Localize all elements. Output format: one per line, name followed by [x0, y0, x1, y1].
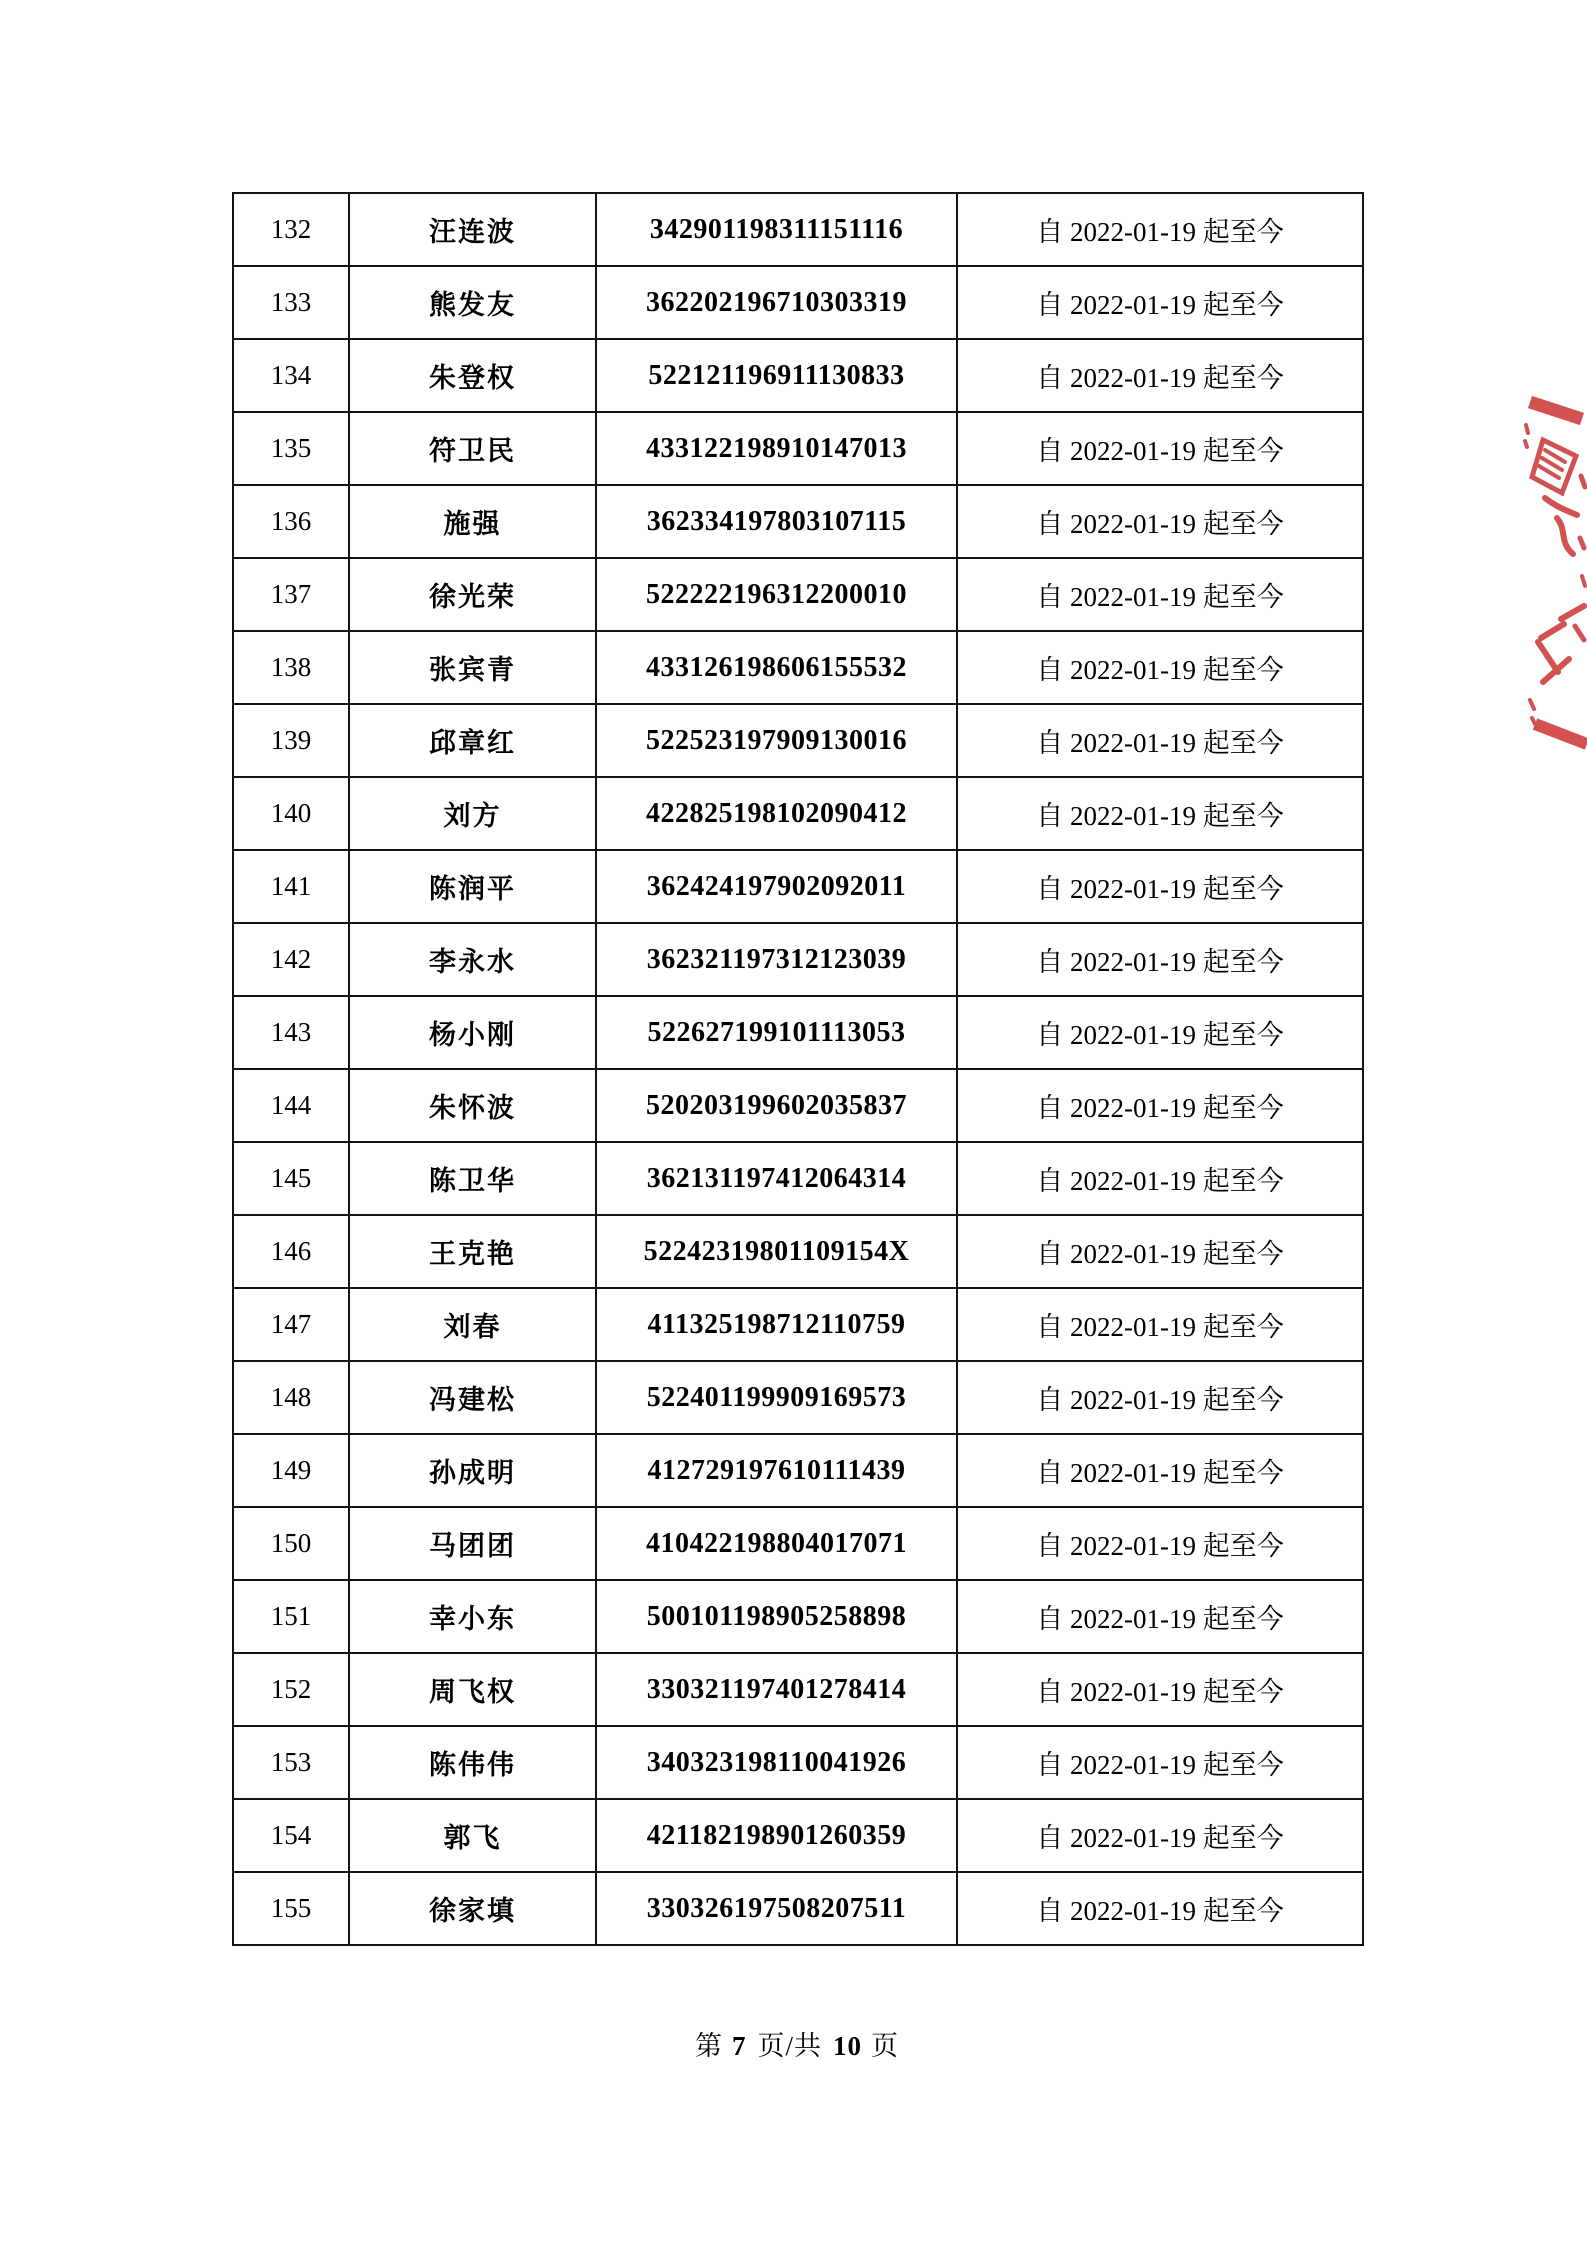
period-cell: 自 2022-01-19 起至今 — [957, 923, 1363, 996]
table-row — [233, 850, 1363, 923]
footer-separator: 页/共 — [757, 2031, 822, 2061]
table-row — [233, 1069, 1363, 1142]
page-footer — [232, 2024, 1362, 2063]
table-row — [233, 412, 1363, 485]
row-number-cell: 146 — [233, 1215, 349, 1288]
id-number-cell: 433126198606155532 — [596, 631, 957, 704]
name-cell: 刘方 — [349, 777, 596, 850]
id-number-cell: 500101198905258898 — [596, 1580, 957, 1653]
row-number-cell: 149 — [233, 1434, 349, 1507]
period-cell: 自 2022-01-19 起至今 — [957, 266, 1363, 339]
table-row — [233, 266, 1363, 339]
row-number-cell: 139 — [233, 704, 349, 777]
period-cell: 自 2022-01-19 起至今 — [957, 1142, 1363, 1215]
period-cell: 自 2022-01-19 起至今 — [957, 193, 1363, 266]
id-number-cell: 522627199101113053 — [596, 996, 957, 1069]
name-cell: 刘春 — [349, 1288, 596, 1361]
row-number-cell: 155 — [233, 1872, 349, 1945]
row-number-cell: 136 — [233, 485, 349, 558]
period-cell: 自 2022-01-19 起至今 — [957, 1361, 1363, 1434]
id-number-cell: 433122198910147013 — [596, 412, 957, 485]
period-cell: 自 2022-01-19 起至今 — [957, 996, 1363, 1069]
period-cell: 自 2022-01-19 起至今 — [957, 1653, 1363, 1726]
period-cell: 自 2022-01-19 起至今 — [957, 558, 1363, 631]
name-cell: 王克艳 — [349, 1215, 596, 1288]
row-number-cell: 138 — [233, 631, 349, 704]
row-number-cell: 135 — [233, 412, 349, 485]
official-seal-stamp — [1485, 388, 1587, 750]
period-cell: 自 2022-01-19 起至今 — [957, 631, 1363, 704]
name-cell: 冯建松 — [349, 1361, 596, 1434]
id-number-cell: 421182198901260359 — [596, 1799, 957, 1872]
id-number-cell: 52242319801109154X — [596, 1215, 957, 1288]
table-row — [233, 996, 1363, 1069]
name-cell: 徐家填 — [349, 1872, 596, 1945]
period-cell: 自 2022-01-19 起至今 — [957, 1872, 1363, 1945]
period-cell: 自 2022-01-19 起至今 — [957, 1069, 1363, 1142]
id-number-cell: 520203199602035837 — [596, 1069, 957, 1142]
period-cell: 自 2022-01-19 起至今 — [957, 1799, 1363, 1872]
id-number-cell: 522401199909169573 — [596, 1361, 957, 1434]
id-number-cell: 340323198110041926 — [596, 1726, 957, 1799]
footer-total-pages: 10 — [833, 2031, 862, 2061]
name-cell: 孙成明 — [349, 1434, 596, 1507]
row-number-cell: 147 — [233, 1288, 349, 1361]
period-cell: 自 2022-01-19 起至今 — [957, 485, 1363, 558]
row-number-cell: 144 — [233, 1069, 349, 1142]
name-cell: 朱怀波 — [349, 1069, 596, 1142]
id-number-cell: 330326197508207511 — [596, 1872, 957, 1945]
name-cell: 郭飞 — [349, 1799, 596, 1872]
row-number-cell: 154 — [233, 1799, 349, 1872]
period-cell: 自 2022-01-19 起至今 — [957, 1726, 1363, 1799]
period-cell: 自 2022-01-19 起至今 — [957, 1434, 1363, 1507]
table-row — [233, 1726, 1363, 1799]
id-number-cell: 362321197312123039 — [596, 923, 957, 996]
period-cell: 自 2022-01-19 起至今 — [957, 850, 1363, 923]
name-cell: 朱登权 — [349, 339, 596, 412]
table-row — [233, 1361, 1363, 1434]
name-cell: 熊发友 — [349, 266, 596, 339]
name-cell: 陈伟伟 — [349, 1726, 596, 1799]
period-cell: 自 2022-01-19 起至今 — [957, 339, 1363, 412]
row-number-cell: 145 — [233, 1142, 349, 1215]
row-number-cell: 132 — [233, 193, 349, 266]
table-row — [233, 1872, 1363, 1945]
id-number-cell: 411325198712110759 — [596, 1288, 957, 1361]
row-number-cell: 151 — [233, 1580, 349, 1653]
footer-page-number: 7 — [731, 2031, 747, 2061]
row-number-cell: 134 — [233, 339, 349, 412]
table-row — [233, 1653, 1363, 1726]
id-number-cell: 342901198311151116 — [596, 193, 957, 266]
table-row — [233, 704, 1363, 777]
id-number-cell: 330321197401278414 — [596, 1653, 957, 1726]
row-number-cell: 150 — [233, 1507, 349, 1580]
seal-graphic — [1485, 388, 1587, 750]
table-row — [233, 777, 1363, 850]
table-row — [233, 558, 1363, 631]
name-cell: 邱章红 — [349, 704, 596, 777]
row-number-cell: 133 — [233, 266, 349, 339]
table-row — [233, 1580, 1363, 1653]
table-row — [233, 1799, 1363, 1872]
table-row — [233, 1142, 1363, 1215]
id-number-cell: 362131197412064314 — [596, 1142, 957, 1215]
id-number-cell: 362424197902092011 — [596, 850, 957, 923]
id-number-cell: 522523197909130016 — [596, 704, 957, 777]
row-number-cell: 137 — [233, 558, 349, 631]
row-number-cell: 153 — [233, 1726, 349, 1799]
footer-prefix: 第 — [694, 2031, 723, 2061]
id-number-cell: 362334197803107115 — [596, 485, 957, 558]
personnel-table — [232, 192, 1364, 1946]
row-number-cell: 141 — [233, 850, 349, 923]
name-cell: 杨小刚 — [349, 996, 596, 1069]
id-number-cell: 410422198804017071 — [596, 1507, 957, 1580]
name-cell: 马团团 — [349, 1507, 596, 1580]
table-row — [233, 193, 1363, 266]
table-row — [233, 1507, 1363, 1580]
table-row — [233, 923, 1363, 996]
table-row — [233, 631, 1363, 704]
name-cell: 符卫民 — [349, 412, 596, 485]
id-number-cell: 362202196710303319 — [596, 266, 957, 339]
name-cell: 张宾青 — [349, 631, 596, 704]
period-cell: 自 2022-01-19 起至今 — [957, 1215, 1363, 1288]
table-row — [233, 485, 1363, 558]
row-number-cell: 152 — [233, 1653, 349, 1726]
period-cell: 自 2022-01-19 起至今 — [957, 1288, 1363, 1361]
id-number-cell: 412729197610111439 — [596, 1434, 957, 1507]
name-cell: 徐光荣 — [349, 558, 596, 631]
period-cell: 自 2022-01-19 起至今 — [957, 412, 1363, 485]
id-number-cell: 522121196911130833 — [596, 339, 957, 412]
row-number-cell: 140 — [233, 777, 349, 850]
name-cell: 幸小东 — [349, 1580, 596, 1653]
row-number-cell: 148 — [233, 1361, 349, 1434]
name-cell: 陈润平 — [349, 850, 596, 923]
name-cell: 李永水 — [349, 923, 596, 996]
table-row — [233, 1215, 1363, 1288]
id-number-cell: 422825198102090412 — [596, 777, 957, 850]
name-cell: 施强 — [349, 485, 596, 558]
table-row — [233, 1434, 1363, 1507]
name-cell: 陈卫华 — [349, 1142, 596, 1215]
name-cell: 汪连波 — [349, 193, 596, 266]
table-row — [233, 1288, 1363, 1361]
row-number-cell: 143 — [233, 996, 349, 1069]
name-cell: 周飞权 — [349, 1653, 596, 1726]
id-number-cell: 522222196312200010 — [596, 558, 957, 631]
footer-suffix: 页 — [871, 2031, 899, 2061]
period-cell: 自 2022-01-19 起至今 — [957, 777, 1363, 850]
period-cell: 自 2022-01-19 起至今 — [957, 1507, 1363, 1580]
table-row — [233, 339, 1363, 412]
row-number-cell: 142 — [233, 923, 349, 996]
period-cell: 自 2022-01-19 起至今 — [957, 1580, 1363, 1653]
period-cell: 自 2022-01-19 起至今 — [957, 704, 1363, 777]
